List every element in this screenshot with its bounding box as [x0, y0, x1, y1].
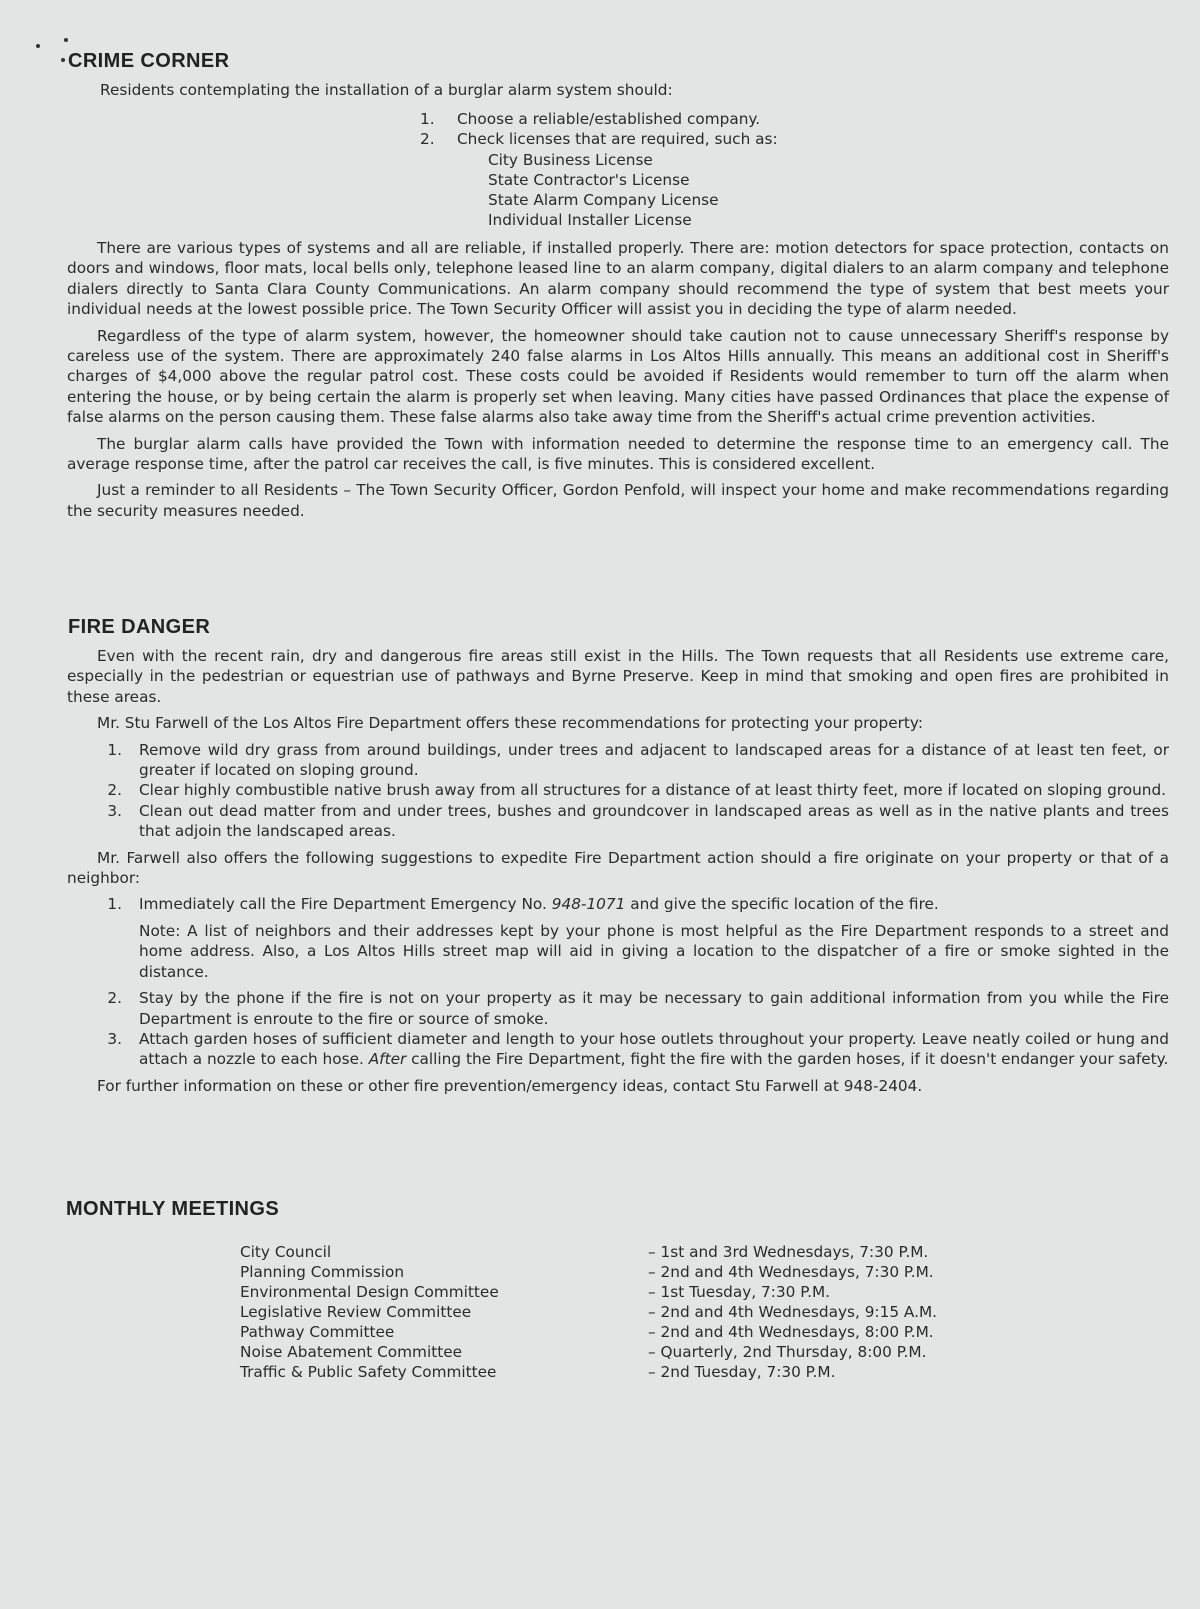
- crime-body: [67, 238, 1169, 521]
- meeting-name: Legislative Review Committee: [240, 1303, 472, 1321]
- list-item: [67, 801, 1169, 842]
- list-number: 1.: [420, 110, 435, 128]
- emphasis-after: After: [368, 1050, 407, 1069]
- list-number: 2.: [107, 989, 122, 1008]
- list-number: 1.: [107, 895, 122, 914]
- list-text: Choose a reliable/established company.: [457, 110, 761, 128]
- crime-paragraph-response-time: The burglar alarm calls have provided the Town with information needed to determine the response time to an emergency call. The average response time, after the patrol car receives the call, is five minutes. This is considered excellent.: [67, 434, 1169, 474]
- monthly-meetings-title: MONTHLY MEETINGS: [66, 1198, 280, 1220]
- list-text: Clean out dead matter from and under trees, bushes and groundcover in landscaped areas as well as in the native plants and trees that adjoin the landscaped areas.: [139, 801, 1169, 841]
- meeting-time: – 2nd and 4th Wednesdays, 7:30 P.M.: [648, 1263, 934, 1281]
- list-item: [67, 780, 1169, 800]
- crime-paragraph-false-alarms: Regardless of the type of alarm system, however, the homeowner should take caution not to cause unnecessary Sheriff's response by careless use of the system. There are approximately 240 false alarms in Los Altos Hills annually. This means an additional cost in Sheriff's charges of $4,000 above the regular patrol cost. These costs could be avoided if Residents would remember to turn off the alarm when entering the house, or by being certain the alarm is properly set when leaving. Many cities have passed Ordinances that place the expense of false alarms on the person causing them. These false alarms also take away time from the Sheriff's actual crime prevention activities.: [67, 326, 1169, 427]
- list-item: [67, 740, 1169, 781]
- meeting-time: – 2nd and 4th Wednesdays, 9:15 A.M.: [648, 1303, 938, 1321]
- meeting-name: Environmental Design Committee: [240, 1283, 499, 1301]
- list-text: Check licenses that are required, such as:: [457, 130, 778, 148]
- list-number: 2.: [107, 781, 122, 800]
- list-number: 3.: [107, 1029, 122, 1048]
- emergency-phone-number: 948-1071: [551, 895, 626, 914]
- crime-paragraph-systems: There are various types of systems and all are reliable, if installed properly. There are: motion detectors for space protection, contacts on doors and windows, floor mats, local bells only, telephone leased line to an alarm company, digital dialers to an alarm company and telephone dialers directly to Santa Clara County Communications. An alarm company should recommend the type of system that best meets your individual needs at the lowest possible price. The Town Security Officer will assist you in deciding the type of alarm needed.: [67, 239, 1169, 319]
- license-item: State Contractor's License: [488, 171, 690, 189]
- list-item: [67, 1029, 1169, 1070]
- list-item: [67, 988, 1169, 1029]
- list-text: Stay by the phone if the fire is not on your property as it may be necessary to gain additional information from you while the Fire Department is enroute to the fire or source of smoke.: [139, 989, 1169, 1028]
- meeting-time: – Quarterly, 2nd Thursday, 8:00 P.M.: [648, 1343, 927, 1361]
- list-text: Clear highly combustible native brush away from all structures for a distance of at least thirty feet, more if located on sloping ground.: [139, 781, 1167, 800]
- license-item: Individual Installer License: [488, 211, 692, 229]
- meeting-name: Pathway Committee: [240, 1323, 395, 1341]
- list-item: [420, 129, 778, 149]
- list-text: Remove wild dry grass from around buildings, under trees and adjacent to landscaped areas for a distance of at least ten feet, or greater if located on sloping ground.: [139, 740, 1169, 780]
- fire-recommendations-list: [67, 740, 1169, 842]
- list-number: 1.: [107, 740, 122, 759]
- meeting-name: City Council: [240, 1243, 332, 1261]
- list-item: [420, 109, 761, 129]
- fire-danger-title: FIRE DANGER: [68, 616, 211, 638]
- list-number: 3.: [107, 801, 122, 820]
- crime-corner-title: CRIME CORNER: [68, 50, 230, 72]
- list-item: [67, 894, 1169, 914]
- fire-paragraph-recommendations: Mr. Stu Farwell of the Los Altos Fire Department offers these recommendations for protecting your property:: [97, 714, 923, 733]
- license-item: State Alarm Company License: [488, 191, 719, 209]
- meeting-time: – 1st Tuesday, 7:30 P.M.: [648, 1283, 831, 1301]
- meeting-name: Planning Commission: [240, 1263, 405, 1281]
- fire-suggestions-list: [67, 894, 1169, 1069]
- fire-paragraph-suggestions: Mr. Farwell also offers the following suggestions to expedite Fire Department action should a fire originate on your property or that of a neighbor:: [67, 848, 1169, 888]
- meeting-time: – 2nd Tuesday, 7:30 P.M.: [648, 1363, 836, 1381]
- crime-paragraph-reminder: Just a reminder to all Residents – The Town Security Officer, Gordon Penfold, will inspect your home and make recommendations regarding the security measures needed.: [67, 481, 1169, 520]
- fire-paragraph-intro: Even with the recent rain, dry and dangerous fire areas still exist in the Hills. The Town requests that all Residents use extreme care, especially in the pedestrian or equestrian use of pathways and Byrne Preserve. Keep in mind that smoking and open fires are prohibited in these areas.: [67, 647, 1169, 706]
- meeting-time: – 2nd and 4th Wednesdays, 8:00 P.M.: [648, 1323, 934, 1341]
- list-text: Immediately call the Fire Department Emergency No. 948-1071 and give the specific location of the fire.: [139, 895, 939, 914]
- fire-note: Note: A list of neighbors and their addresses kept by your phone is most helpful as the Fire Department responds to a street and home address. Also, a Los Altos Hills street map will aid in giving a location to the dispatcher of a fire or smoke sighted in the distance.: [139, 921, 1169, 981]
- list-number: 2.: [420, 130, 435, 148]
- fire-body: [67, 646, 1169, 1096]
- meeting-name: Noise Abatement Committee: [240, 1343, 463, 1361]
- meeting-name: Traffic & Public Safety Committee: [240, 1363, 497, 1381]
- crime-intro: Residents contemplating the installation of a burglar alarm system should:: [100, 81, 673, 99]
- license-item: City Business License: [488, 151, 653, 169]
- fire-closing: For further information on these or other fire prevention/emergency ideas, contact Stu Farwell at 948-2404.: [97, 1076, 923, 1095]
- meeting-time: – 1st and 3rd Wednesdays, 7:30 P.M.: [648, 1243, 929, 1261]
- list-text: Attach garden hoses of sufficient diameter and length to your hose outlets throughout your property. Leave neatly coiled or hung and attach a nozzle to each hose. After calling the Fire Department, fight the fire with the garden hoses, if it doesn't endanger your safety.: [139, 1029, 1169, 1069]
